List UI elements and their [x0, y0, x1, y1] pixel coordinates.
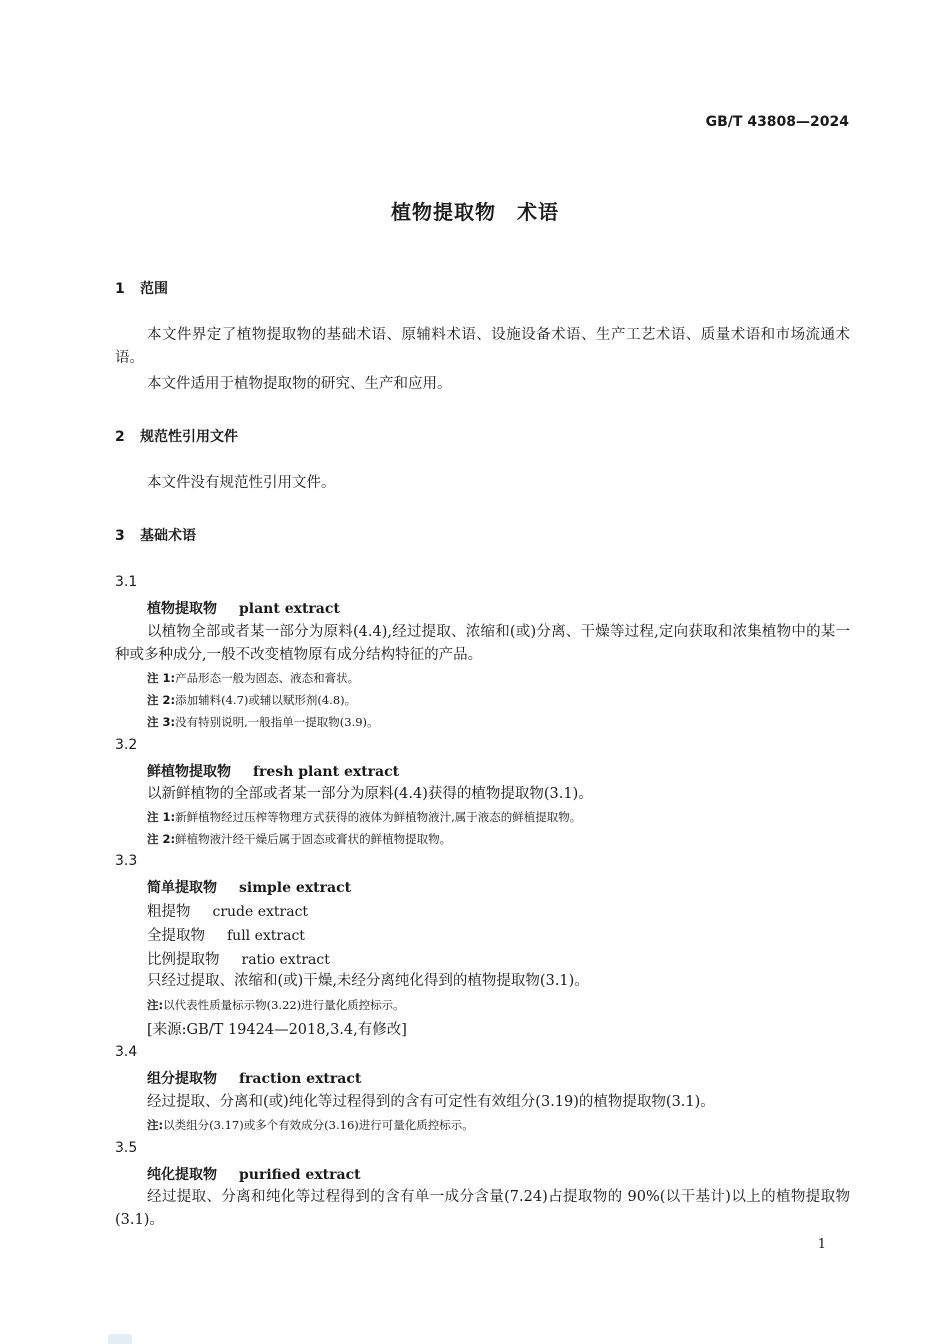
- section-title: 规范性引用文件: [140, 429, 238, 445]
- term-en: simple extract: [239, 880, 352, 896]
- definition-3-1: 以植物全部或者某一部分为原料(4.4),经过提取、浓缩和(或)分离、干燥等过程,定向获取和浓集植物中的某一种或多种成分,一般不改变植物原有成分结构特征的产品。: [115, 624, 850, 663]
- term-zh: 纯化提取物: [147, 1167, 217, 1183]
- note-label: 注:: [147, 998, 164, 1012]
- synonym-en: full extract: [227, 928, 305, 944]
- synonym-zh: 比例提取物: [147, 952, 220, 968]
- section-heading-1: [115, 278, 168, 298]
- section-number: 3: [115, 528, 125, 544]
- source-3-3: [来源:GB/T 19424—2018,3.4,有修改]: [147, 1022, 407, 1038]
- note-3-2-1: [147, 809, 581, 825]
- definition-3-2: 以新鲜植物的全部或者某一部分为原料(4.4)获得的植物提取物(3.1)。: [147, 786, 593, 802]
- note-label: 注 1:: [147, 810, 176, 824]
- note-label: 注 2:: [147, 832, 176, 846]
- term-en: fraction extract: [239, 1071, 362, 1087]
- section-title: 基础术语: [140, 528, 196, 544]
- synonym-en: ratio extract: [241, 952, 330, 968]
- standard-number: GB/T 43808—2024: [705, 114, 849, 130]
- term-3-5: [147, 1164, 361, 1184]
- definition-3-5: 经过提取、分离和纯化等过程得到的含有单一成分含量(7.24)占提取物的 90%(以干基计)以上的植物提取物(3.1)。: [115, 1189, 850, 1228]
- term-3-3: [147, 877, 351, 897]
- section-title: 范围: [140, 281, 168, 297]
- term-zh: 简单提取物: [147, 880, 217, 896]
- term-en: fresh plant extract: [253, 764, 400, 780]
- note-3-1-3: [147, 714, 379, 730]
- term-zh: 组分提取物: [147, 1071, 217, 1087]
- note-3-4-1: [147, 1117, 474, 1133]
- clause-number-3-1: 3.1: [115, 574, 138, 590]
- note-label: 注 2:: [147, 693, 176, 707]
- clause-number-3-4: 3.4: [115, 1044, 138, 1060]
- note-text: 以代表性质量标示物(3.22)进行量化质控标示。: [163, 998, 405, 1012]
- section-number: 1: [115, 281, 125, 297]
- note-text: 新鲜植物经过压榨等物理方式获得的液体为鲜植物液汁,属于液态的鲜植提取物。: [175, 810, 582, 824]
- note-text: 鲜植物液汁经干燥后属于固态或膏状的鲜植物提取物。: [175, 832, 452, 846]
- term-zh: 鲜植物提取物: [147, 764, 231, 780]
- definition-3-4: 经过提取、分离和(或)纯化等过程得到的含有可定性有效组分(3.19)的植物提取物(3.1)。: [147, 1094, 715, 1110]
- clause-number-3-2: 3.2: [115, 737, 138, 753]
- corner-decoration: [108, 1334, 132, 1344]
- synonym-3-3-1: [147, 900, 308, 921]
- term-en: purified extract: [239, 1167, 361, 1183]
- note-text: 添加辅料(4.7)或辅以赋形剂(4.8)。: [175, 693, 357, 707]
- note-text: 产品形态一般为固态、液态和膏状。: [175, 671, 360, 685]
- synonym-zh: 全提取物: [147, 928, 205, 944]
- note-label: 注:: [147, 1118, 164, 1132]
- term-zh: 植物提取物: [147, 601, 217, 617]
- normative-references-paragraph: 本文件没有规范性引用文件。: [147, 475, 336, 491]
- synonym-3-3-2: [147, 924, 305, 945]
- note-3-1-1: [147, 670, 359, 686]
- synonym-zh: 粗提物: [147, 904, 191, 920]
- clause-number-3-5: 3.5: [115, 1140, 138, 1156]
- clause-number-3-3: 3.3: [115, 853, 138, 869]
- note-3-1-2: [147, 692, 356, 708]
- note-3-3-1: [147, 997, 405, 1013]
- definition-3-3: 只经过提取、浓缩和(或)干燥,未经分离纯化得到的植物提取物(3.1)。: [147, 973, 589, 989]
- term-3-4: [147, 1068, 361, 1088]
- note-label: 注 1:: [147, 671, 176, 685]
- note-text: 没有特别说明,一般指单一提取物(3.9)。: [175, 715, 379, 729]
- section-heading-2: [115, 426, 238, 446]
- scope-paragraph-2: 本文件适用于植物提取物的研究、生产和应用。: [147, 376, 452, 392]
- term-3-1: [147, 598, 340, 618]
- synonym-3-3-3: [147, 948, 330, 969]
- page-number: 1: [817, 1237, 826, 1252]
- note-label: 注 3:: [147, 715, 176, 729]
- section-number: 2: [115, 429, 125, 445]
- term-3-2: [147, 761, 399, 781]
- note-text: 以类组分(3.17)或多个有效成分(3.16)进行可量化质控标示。: [163, 1118, 474, 1132]
- document-title: 植物提取物 术语: [391, 200, 559, 224]
- scope-paragraph-1: 本文件界定了植物提取物的基础术语、原辅料术语、设施设备术语、生产工艺术语、质量术语和市场流通术语。: [115, 327, 850, 366]
- synonym-en: crude extract: [212, 904, 309, 920]
- term-en: plant extract: [239, 601, 340, 617]
- section-heading-3: [115, 525, 196, 545]
- note-3-2-2: [147, 831, 451, 847]
